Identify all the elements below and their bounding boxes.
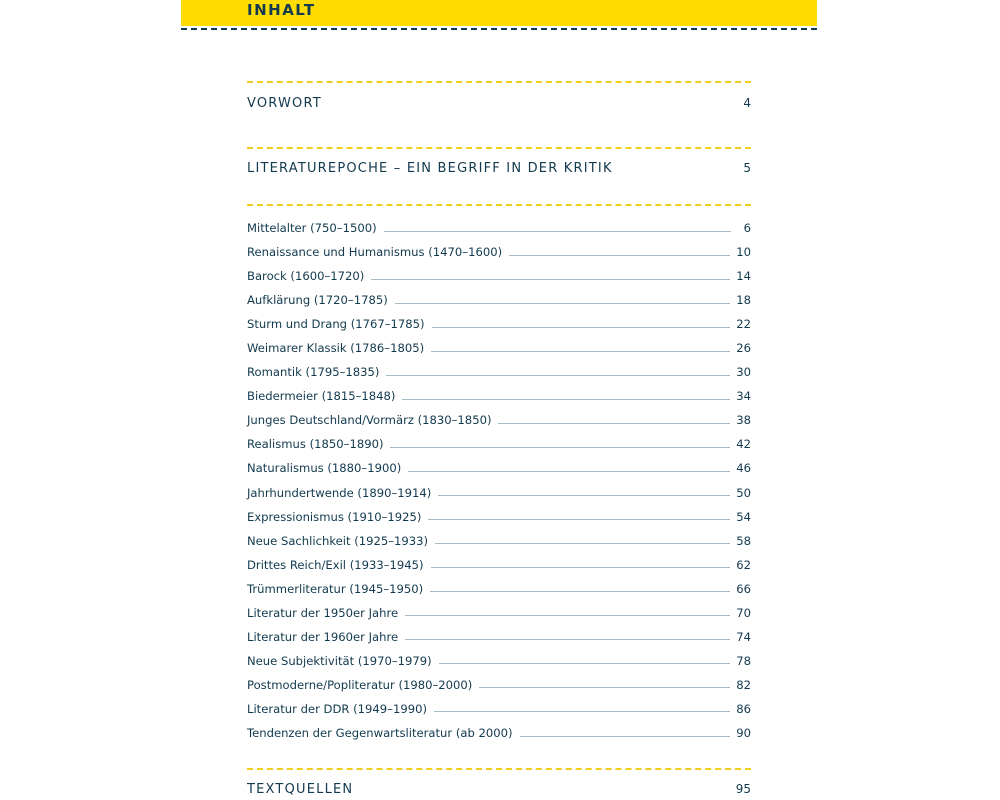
toc-leader-line	[431, 567, 731, 568]
toc-leader-line	[430, 591, 730, 592]
toc-entry-label: Romantik (1795–1835)	[247, 365, 380, 380]
toc-entry[interactable]	[247, 625, 751, 649]
header-divider	[181, 28, 817, 30]
toc-entry[interactable]	[247, 529, 751, 553]
toc-entry-page-number: 70	[736, 605, 751, 620]
toc-section-literaturepoche[interactable]	[247, 158, 751, 178]
toc-entry-label: Naturalismus (1880–1900)	[247, 461, 402, 476]
section-divider	[247, 81, 751, 83]
toc-entry[interactable]	[247, 288, 751, 312]
toc-entry[interactable]	[247, 577, 751, 601]
toc-leader-line	[408, 471, 730, 472]
toc-leader-line	[431, 351, 730, 352]
toc-entry-page-number: 34	[736, 389, 751, 404]
toc-entry[interactable]	[247, 360, 751, 384]
toc-entry-page-number: 62	[736, 557, 751, 572]
page-title: INHALT	[247, 1, 316, 19]
section-page-number: 4	[743, 96, 751, 110]
section-label: VORWORT	[247, 95, 322, 111]
toc-entry[interactable]	[247, 312, 751, 336]
toc-leader-line	[405, 615, 730, 616]
toc-entry[interactable]	[247, 697, 751, 721]
toc-leader-line	[386, 375, 730, 376]
toc-entry[interactable]	[247, 481, 751, 505]
section-divider	[247, 768, 751, 770]
toc-leader-line	[395, 303, 730, 304]
toc-entry[interactable]	[247, 456, 751, 480]
toc-entry-page-number: 6	[743, 221, 751, 236]
toc-entry[interactable]	[247, 721, 751, 745]
toc-entry-label: Weimarer Klassik (1786–1805)	[247, 341, 425, 356]
toc-entry[interactable]	[247, 432, 751, 456]
toc-entry[interactable]	[247, 601, 751, 625]
toc-entry-label: Junges Deutschland/Vormärz (1830–1850)	[247, 413, 492, 428]
toc-entry-page-number: 38	[736, 413, 751, 428]
toc-entry-label: Realismus (1850–1890)	[247, 437, 384, 452]
section-divider	[247, 204, 751, 206]
toc-entry-label: Literatur der 1950er Jahre	[247, 605, 399, 620]
toc-entry-page-number: 22	[736, 317, 751, 332]
section-page-number: 95	[735, 782, 751, 796]
toc-leader-line	[509, 255, 730, 256]
toc-leader-line	[434, 711, 730, 712]
toc-leader-line	[439, 663, 731, 664]
toc-entry-page-number: 18	[736, 293, 751, 308]
toc-entry-page-number: 46	[736, 461, 751, 476]
toc-entry-label: Sturm und Drang (1767–1785)	[247, 317, 425, 332]
toc-entry-page-number: 50	[736, 485, 751, 500]
toc-leader-line	[371, 279, 730, 280]
toc-entry-label: Expressionismus (1910–1925)	[247, 509, 422, 524]
toc-entry-label: Literatur der 1960er Jahre	[247, 629, 399, 644]
section-label: LITERATUREPOCHE – EIN BEGRIFF IN DER KRITIK	[247, 160, 613, 176]
toc-entry-label: Neue Subjektivität (1970–1979)	[247, 653, 432, 668]
toc-entry[interactable]	[247, 384, 751, 408]
toc-entry-page-number: 54	[736, 509, 751, 524]
toc-section-vorwort[interactable]	[247, 93, 751, 113]
toc-entry[interactable]	[247, 336, 751, 360]
toc-entry-page-number: 74	[736, 629, 751, 644]
toc-leader-line	[428, 519, 730, 520]
toc-leader-line	[479, 687, 730, 688]
toc-leader-line	[405, 639, 730, 640]
toc-entry[interactable]	[247, 505, 751, 529]
section-divider	[247, 147, 751, 149]
toc-leader-line	[390, 447, 730, 448]
toc-entry-page-number: 66	[736, 581, 751, 596]
toc-entry-page-number: 10	[736, 245, 751, 260]
toc-entry-page-number: 90	[736, 726, 751, 740]
toc-entry-label: Tendenzen der Gegenwartsliteratur (ab 2000)	[247, 726, 513, 740]
toc-entry-label: Renaissance und Humanismus (1470–1600)	[247, 245, 503, 260]
toc-leader-line	[520, 736, 731, 737]
toc-entry-label: Aufklärung (1720–1785)	[247, 293, 388, 308]
toc-entry-page-number: 82	[736, 677, 751, 692]
toc-entry-label: Drittes Reich/Exil (1933–1945)	[247, 557, 424, 572]
toc-entry-page-number: 42	[736, 437, 751, 452]
toc-leader-line	[498, 423, 730, 424]
toc-entry-label: Trümmerliteratur (1945–1950)	[247, 581, 424, 596]
toc-entry-page-number: 78	[736, 653, 751, 668]
toc-leader-line	[432, 327, 731, 328]
toc-entry[interactable]	[247, 264, 751, 288]
toc-entry[interactable]	[247, 408, 751, 432]
toc-entry[interactable]	[247, 216, 751, 240]
toc-entry-label: Barock (1600–1720)	[247, 269, 365, 284]
toc-entry[interactable]	[247, 673, 751, 697]
toc-entry-label: Neue Sachlichkeit (1925–1933)	[247, 533, 429, 548]
toc-entry-label: Postmoderne/Popliteratur (1980–2000)	[247, 677, 473, 692]
toc-entry-page-number: 58	[736, 533, 751, 548]
toc-entry-page-number: 86	[736, 701, 751, 716]
toc-entry-label: Mittelalter (750–1500)	[247, 221, 377, 236]
toc-entry-label: Biedermeier (1815–1848)	[247, 389, 396, 404]
toc-entry[interactable]	[247, 649, 751, 673]
toc-leader-line	[438, 495, 730, 496]
toc-entry[interactable]	[247, 553, 751, 577]
section-page-number: 5	[743, 161, 751, 175]
toc-entry-label: Jahrhundertwende (1890–1914)	[247, 485, 432, 500]
toc-leader-line	[402, 399, 730, 400]
section-label: TEXTQUELLEN	[247, 781, 354, 797]
toc-entry-page-number: 26	[736, 341, 751, 356]
toc-entry[interactable]	[247, 240, 751, 264]
toc-entry-label: Literatur der DDR (1949–1990)	[247, 701, 427, 716]
toc-section-textquellen[interactable]	[247, 779, 751, 799]
toc-leader-line	[384, 231, 731, 232]
toc-entry-page-number: 14	[736, 269, 751, 284]
toc-entry-page-number: 30	[736, 365, 751, 380]
toc-leader-line	[435, 543, 730, 544]
toc-entry-list	[247, 216, 751, 745]
